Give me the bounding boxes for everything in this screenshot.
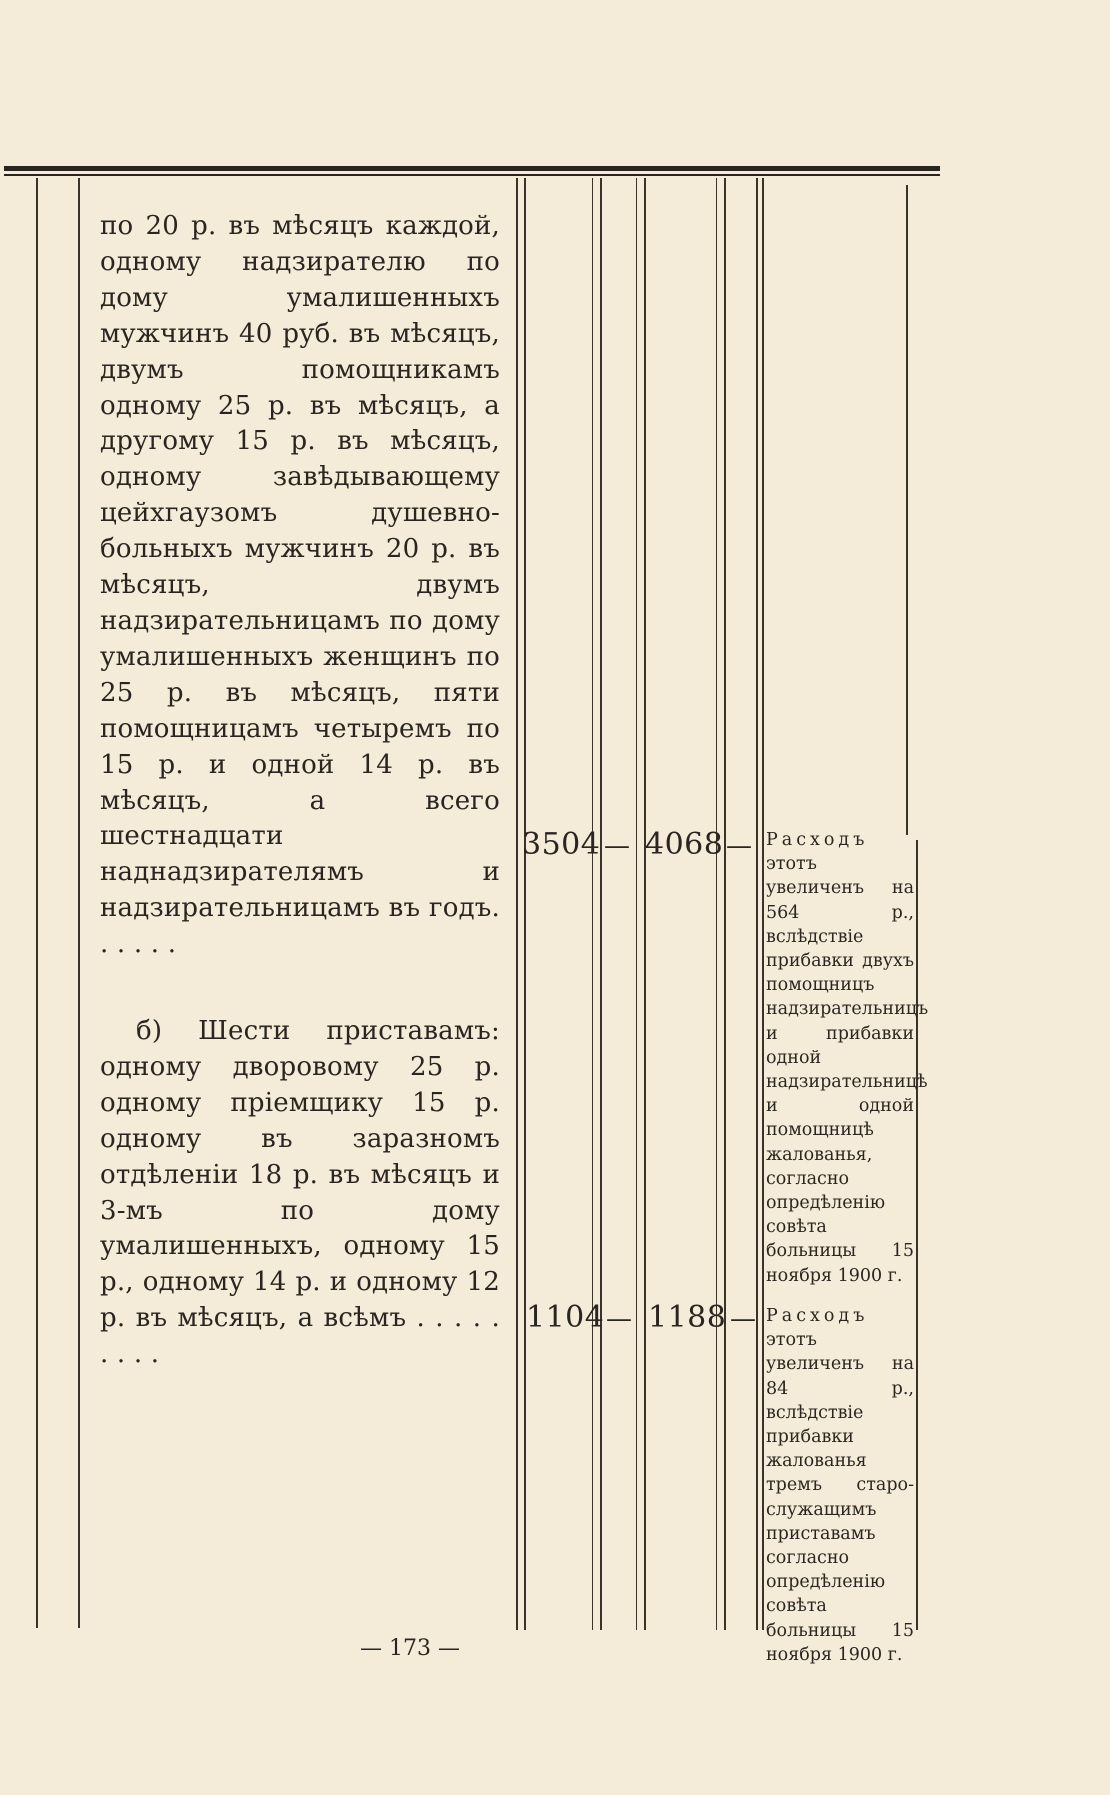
page-number-text: — 173 — <box>360 1636 460 1661</box>
column-line <box>916 840 918 1630</box>
column-line <box>36 178 38 1628</box>
amount-new: 4068 <box>645 827 724 862</box>
entry-description <box>100 209 500 963</box>
column-line <box>600 178 602 1630</box>
remark-body: этотъ увеличенъ на 564 р., вслѣдствіе прибавки двухъ помощницъ надзирательницъ и прибавки одной надзирательницѣ и одной помощницѣ жалованья, согласно опредѣленію совѣта больницы 15 ноября 1900 г. <box>766 854 929 1286</box>
top-rule <box>4 166 940 171</box>
remark-heading: Расходъ <box>766 830 869 850</box>
remark <box>766 1304 914 1667</box>
remark <box>766 828 929 1288</box>
column-line <box>762 178 764 1630</box>
entry-description <box>100 1014 500 1373</box>
column-line <box>906 185 908 835</box>
remark-heading: Расходъ <box>766 1306 869 1326</box>
top-rule-thin <box>4 174 940 176</box>
column-line <box>524 178 526 1630</box>
column-line <box>716 178 717 1630</box>
column-line <box>78 178 80 1628</box>
column-line <box>756 178 758 1630</box>
remark-body: этотъ увеличенъ на 84 р., вслѣдствіе прибавки жалованья тремъ старо-служащимъ приставамъ согласно опредѣленію совѣта больницы 15 ноября 1900 г. <box>766 1330 914 1665</box>
page-number <box>0 1636 1110 1661</box>
dash: — <box>730 1304 756 1334</box>
amount-old: 3504 <box>522 827 601 862</box>
amount-new: 1188 <box>648 1300 727 1335</box>
column-line <box>516 178 518 1630</box>
column-line <box>724 178 726 1630</box>
column-line <box>644 178 646 1630</box>
entry-text: по 20 р. въ мѣсяцъ каждой, одному надзирателю по дому умалишенныхъ мужчинъ 40 руб. въ мѣсяцъ, двумъ помощникамъ одному 25 р. въ мѣсяцъ, а другому 15 р. въ мѣсяцъ, одному завѣдывающему цейхгаузомъ душевно-больныхъ мужчинъ 20 р. въ мѣсяцъ, двумъ надзирательницамъ по дому умалишенныхъ женщинъ по 25 р. въ мѣсяцъ, пяти помощницамъ четыремъ по 15 р. и одной 14 р. въ мѣсяцъ, а всего шестнадцати наднадзирателямъ и надзирательницамъ въ годъ. . . . . . <box>100 211 500 960</box>
dash: — <box>604 831 630 861</box>
column-line <box>592 178 593 1630</box>
dash: — <box>606 1304 632 1334</box>
column-line <box>636 178 637 1630</box>
amount-old: 1104 <box>526 1300 605 1335</box>
dash: — <box>726 831 752 861</box>
entry-text: б) Шести приставамъ: одному дворовому 25 р. одному пріемщику 15 р. одному въ заразномъ отдѣленіи 18 р. въ мѣсяцъ и 3-мъ по дому умалишенныхъ, одному 15 р., одному 14 р. и одному 12 р. въ мѣсяцъ, а всѣмъ . . . . . . . . . <box>100 1016 500 1370</box>
